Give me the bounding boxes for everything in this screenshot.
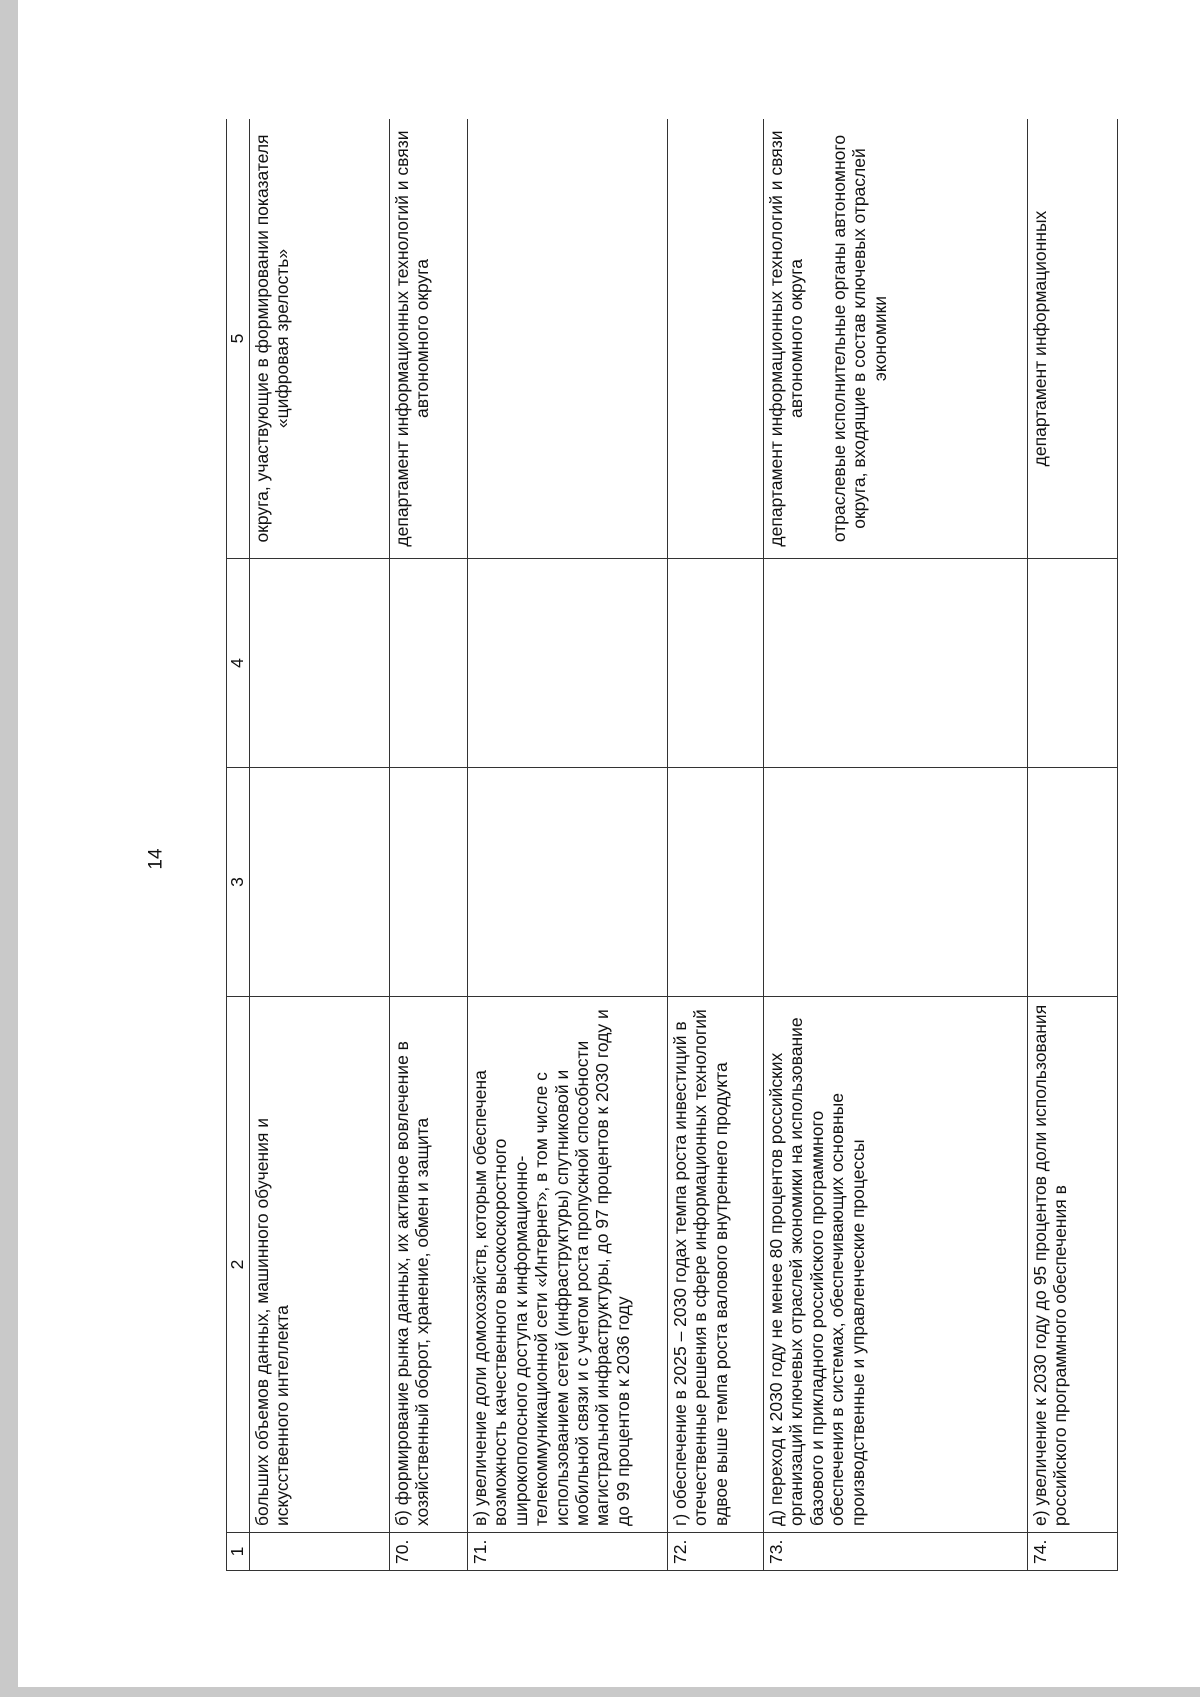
header-col-1: 1 — [227, 1533, 250, 1571]
responsible-text: департамент информационных — [1030, 210, 1050, 467]
measure-text: е) увеличение к 2030 году до 95 процентов доли использования российского программного обеспечения в — [1028, 997, 1118, 1533]
measures-table — [226, 119, 1118, 1571]
rotated-table-viewport — [226, 119, 1144, 1571]
col3-cell — [668, 768, 764, 997]
header-col-3: 3 — [227, 768, 250, 997]
responsible-cell — [390, 119, 468, 559]
col3-cell — [1028, 768, 1118, 997]
table-row — [250, 119, 390, 1571]
header-row — [227, 119, 250, 1571]
row-number: 73. — [764, 1533, 1028, 1571]
row-number: 71. — [468, 1533, 668, 1571]
responsible-cell — [1028, 119, 1118, 559]
row-number: 72. — [668, 1533, 764, 1571]
table-row — [1028, 119, 1118, 1571]
rotated-table — [226, 119, 1144, 1571]
responsible-cell — [764, 119, 1028, 559]
col3-cell — [250, 768, 390, 997]
header-col-2: 2 — [227, 997, 250, 1533]
col4-cell — [764, 559, 1028, 768]
responsible-cell — [668, 119, 764, 559]
page-number: 14 — [145, 848, 167, 870]
table-row — [668, 119, 764, 1571]
responsible-text: округа, участвующие в формировании показателя «цифровая зрелость» — [252, 134, 293, 543]
responsible-text: департамент информационных технологий и связи автономного округа — [392, 130, 433, 547]
measure-text: б) формирование рынка данных, их активное вовлечение в хозяйственный оборот, хранение, обмен и защита — [390, 997, 468, 1533]
measure-text: г) обеспечение в 2025 – 2030 годах темпа роста инвестиций в отечественные решения в сфере информационных технологий вдвое выше темпа роста валового внутреннего продукта — [668, 997, 764, 1533]
responsible-text: департамент информационных технологий и связи автономного округа — [766, 130, 807, 547]
measure-text: д) переход к 2030 году не менее 80 процентов российских организаций ключевых отраслей экономики на использование базового и прикладного российского программного обеспечения в системах, обеспечивающих основные производственные и управленческие процессы — [764, 997, 1028, 1533]
responsible-text: отраслевые исполнительные органы автономного округа, входящие в состав ключевых отраслей экономики — [828, 134, 890, 543]
col4-cell — [1028, 559, 1118, 768]
row-number — [250, 1533, 390, 1571]
table-row — [390, 119, 468, 1571]
col4-cell — [390, 559, 468, 768]
row-number: 70. — [390, 1533, 468, 1571]
measure-text: больших объемов данных, машинного обучения и искусственного интеллекта — [250, 997, 390, 1533]
header-col-5: 5 — [227, 119, 250, 559]
header-col-4: 4 — [227, 559, 250, 768]
col3-cell — [390, 768, 468, 997]
document-page — [18, 0, 1200, 1687]
col4-cell — [468, 559, 668, 768]
col4-cell — [250, 559, 390, 768]
responsible-cell — [468, 119, 668, 559]
col4-cell — [668, 559, 764, 768]
table-row — [468, 119, 668, 1571]
col3-cell — [468, 768, 668, 997]
measure-text: в) увеличение доли домохозяйств, которым обеспечена возможность качественного высокоскоростного широкополосного доступа к информационно-телекоммуникационной сети «Интернет», в том числе с использованием сетей (инфраструктуры) спутниковой и мобильной связи и с учетом роста пропускной способности магистральной инфраструктуры, до 97 процентов к 2030 году и до 99 процентов к 2036 году — [468, 997, 668, 1533]
row-number: 74. — [1028, 1533, 1118, 1571]
responsible-cell — [250, 119, 390, 559]
table-row — [764, 119, 1028, 1571]
col3-cell — [764, 768, 1028, 997]
